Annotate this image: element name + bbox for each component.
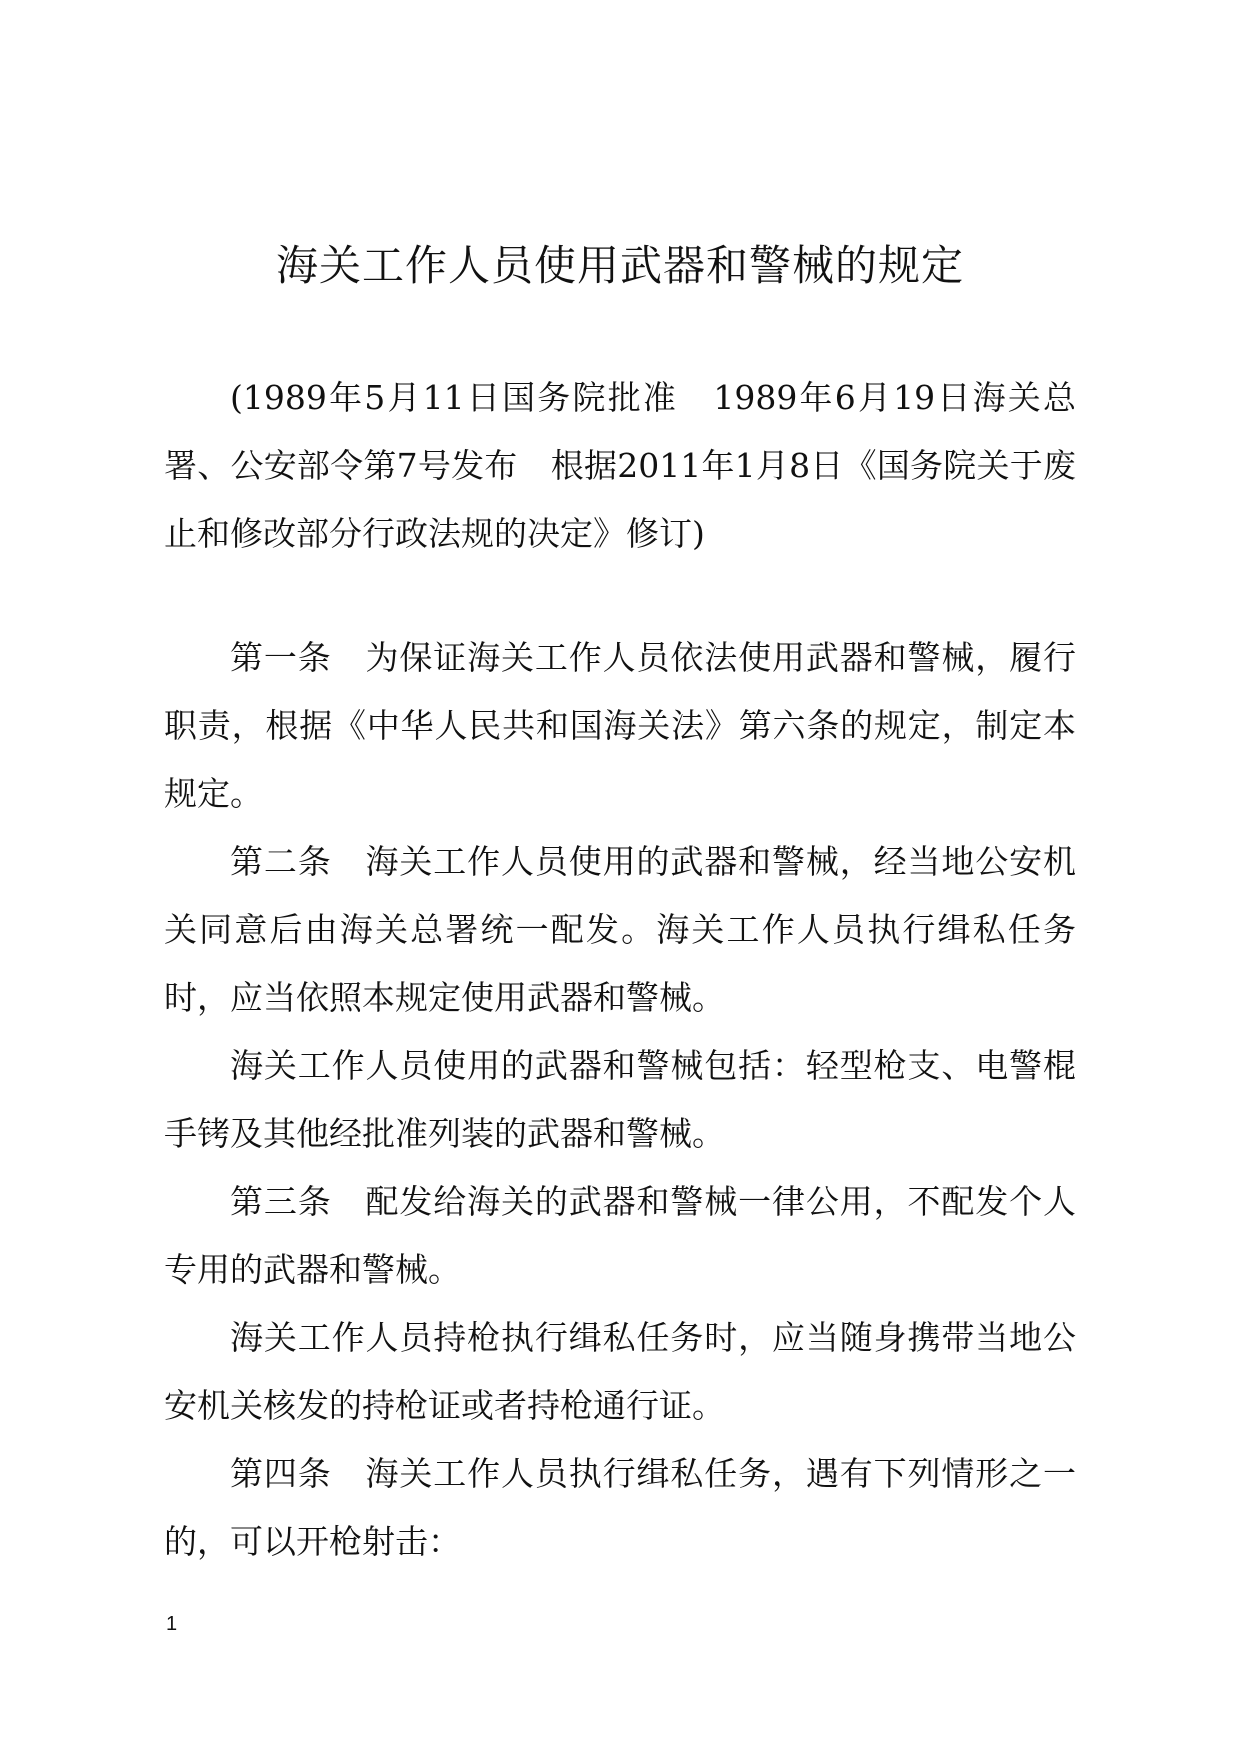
- source-note-block: [164, 364, 1076, 568]
- article-4-paragraph: 第四条 海关工作人员执行缉私任务，遇有下列情形之一的，可以开枪射击：: [164, 1454, 1076, 1561]
- source-note: (1989年5月11日国务院批准 1989年6月19日海关总署、公安部令第7号发布 根据2011年1月8日《国务院关于废止和修改部分行政法规的决定》修订): [164, 378, 1076, 553]
- articles-body: [164, 624, 1076, 1576]
- article-2-clause-2-paragraph: 海关工作人员使用的武器和警械包括：轻型枪支、电警棍手铐及其他经批准列装的武器和警械。: [164, 1046, 1076, 1153]
- article-2-paragraph: 第二条 海关工作人员使用的武器和警械，经当地公安机关同意后由海关总署统一配发。海关工作人员执行缉私任务时，应当依照本规定使用武器和警械。: [164, 842, 1076, 1017]
- article-3-clause-2-paragraph: 海关工作人员持枪执行缉私任务时，应当随身携带当地公安机关核发的持枪证或者持枪通行证。: [164, 1318, 1076, 1425]
- article-1-paragraph: 第一条 为保证海关工作人员依法使用武器和警械，履行职责，根据《中华人民共和国海关法》第六条的规定，制定本规定。: [164, 638, 1076, 813]
- page-number: 1: [166, 1613, 178, 1635]
- document-title: 海关工作人员使用武器和警械的规定: [275, 241, 964, 290]
- article-3-paragraph: 第三条 配发给海关的武器和警械一律公用，不配发个人专用的武器和警械。: [164, 1182, 1076, 1289]
